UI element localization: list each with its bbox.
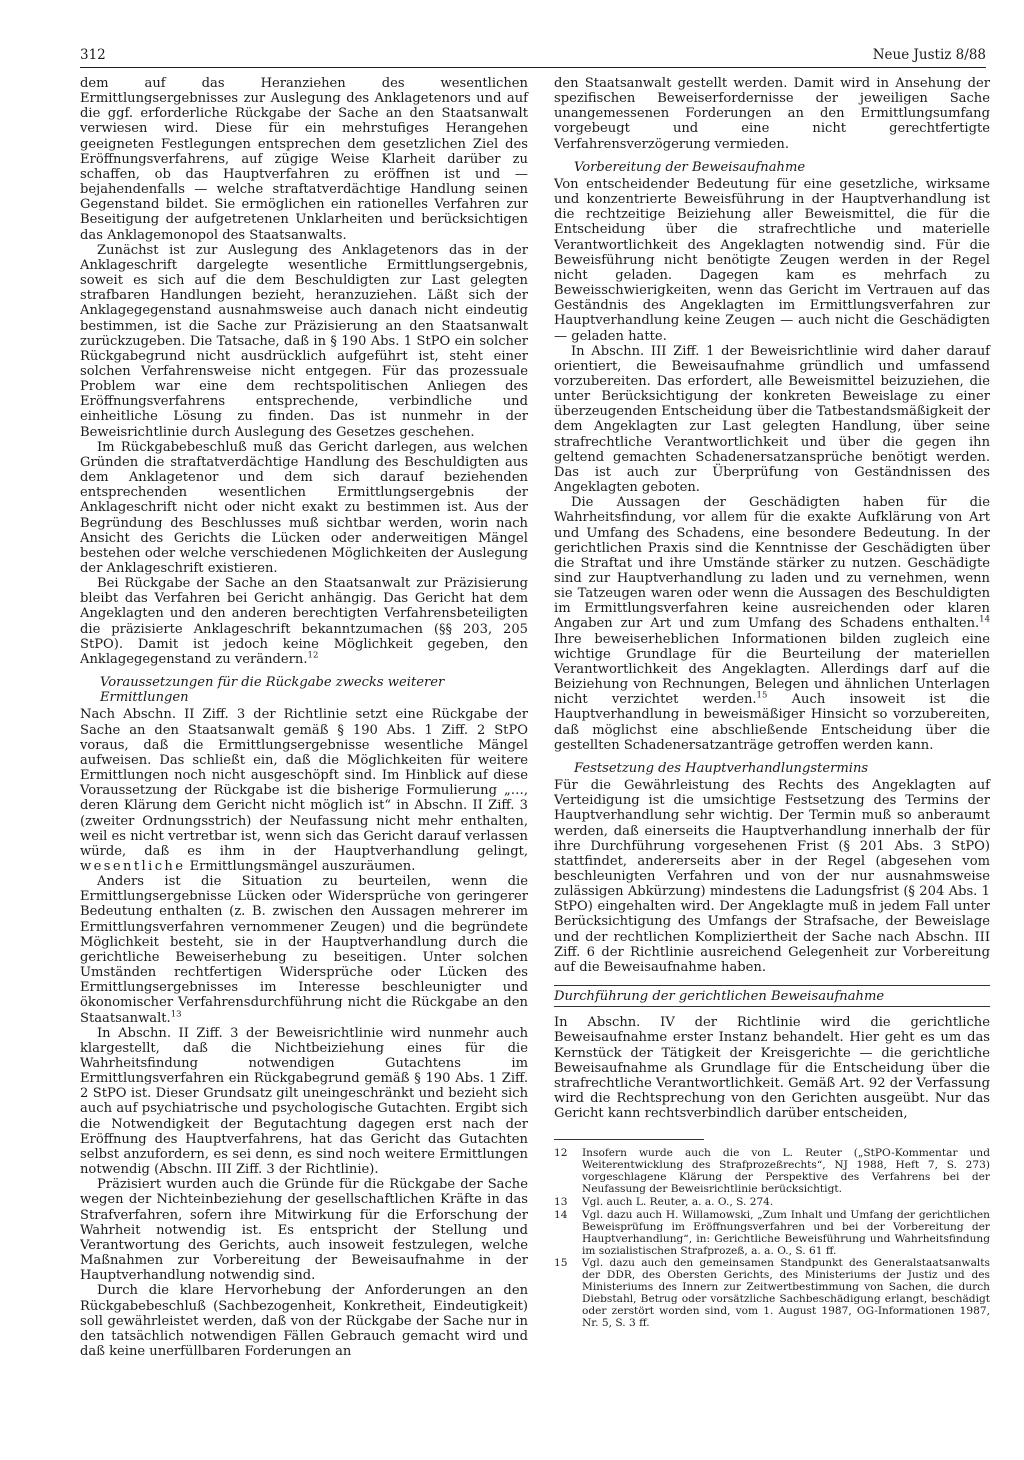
paragraph: Von entscheidender Bedeutung für eine gesetzliche, wirksame und konzentrierte Beweisführung in der Hauptverhandlung ist die rechtzeitige Beiziehung aller Beweismittel, die für die Entscheidung über die strafrechtliche und materielle Verantwortlichkeit des Angeklagten notwendig sind. Für die Beweisführung nicht benötigte Zeugen werden in der Regel nicht geladen. Dagegen kam es mehrfach zu Beweisschwierigkeiten, wenn das Gericht im Vertrauen auf das Geständnis des Angeklagten im Ermittlungsverfahren zur Hauptverhandlung keine Zeugen — auch nicht die Geschädigten — geladen hatte. [554, 176, 990, 344]
footnote [554, 1148, 990, 1196]
paragraph: Für die Gewährleistung des Rechts des Angeklagten auf Verteidigung ist die umsichtige Festsetzung des Termins der Hauptverhandlung sehr wichtig. Der Termin muß so anberaumt werden, daß einerseits die Hauptverhandlung innerhalb der für ihre Durchführung vorgesehenen Frist (§ 201 Abs. 3 StPO) stattfindet, andererseits aber in der Regel (abgesehen vom beschleunigten Verfahren und von der nur ausnahmsweise zulässigen Abkürzung) mindestens die Ladungsfrist (§ 204 Abs. 1 StPO) eingehalten wird. Der Angeklagte muß in jedem Fall unter Berücksichtigung des Umfangs der Strafsache, der Beweislage und der rechtlichen Kompliziertheit der Sache nach Abschn. III Ziff. 6 der Richtlinie ausreichend Gelegenheit zur Vorbereitung auf die Beweisaufnahme haben. [554, 778, 990, 975]
paragraph [80, 707, 528, 874]
footnote-number: 12 [554, 1147, 568, 1160]
paragraph: Durch die klare Hervorhebung der Anforderungen an den Rückgabebeschluß (Sachbezogenheit, Konkretheit, Eindeutigkeit) soll gewährleistet werden, daß von der Rückgabe der Sache nur in den tatsächlich notwendigen Fällen Gebrauch gemacht wird und daß keine unerfüllbaren Forderungen an [80, 1283, 528, 1359]
journal-issue: Neue Justiz 8/88 [872, 47, 986, 63]
footnote-ref: 15 [756, 690, 768, 701]
footnote-ref: 12 [307, 650, 319, 661]
paragraph: dem auf das Heranziehen des wesentlichen Ermittlungsergebnisses zur Auslegung des Anklagetenors und auf die ggf. erforderliche Rückgabe der Sache an den Staatsanwalt verwiesen wird. Diese für ein mehrstufiges Herangehen geeigneten Festlegungen entsprechen dem gesetzlichen Ziel des Eröffnungsverfahrens, auf zügige Weise Klarheit darüber zu schaffen, ob das Hauptverfahren zu eröffnen ist und — bejahendenfalls — welche straftatverdächtige Handlung seinen Gegenstand bildet. Sie ermöglichen ein rationelles Verfahren zur Beseitigung der aufgetretenen Unklarheiten und berücksichtigen das Anklagemonopol des Staatsanwalts. [80, 76, 528, 243]
paragraph-text: Ermittlungsmängel auszuräumen. [189, 858, 416, 874]
paragraph: In Abschn. IV der Richtlinie wird die gerichtliche Beweisaufnahme erster Instanz behandelt. Hier geht es um das Kernstück der Tätigkeit der Kreisgerichte — die gerichtliche Beweisaufnahme als Grundlage für die Entscheidung über die strafrechtliche Verantwortlichkeit. Gemäß Art. 92 der Verfassung wird die Rechtsprechung von den Gerichten ausgeübt. Nur das Gericht kann rechtsverbindlich darüber entscheiden, [554, 1015, 990, 1122]
footnote-text: Vgl. dazu auch H. Willamowski, „Zum Inhalt und Umfang der gerichtlichen Beweisprüfung im Eröffnungsverfahren und bei der Vorbereitung der Hauptverhandlung“, in: Gerichtliche Beweisführung und Wahrheitsfindung im sozialistischen Strafprozeß, a. a. O., S. 61 ff. [582, 1208, 990, 1257]
right-column [554, 76, 990, 1331]
footnotes [554, 1148, 990, 1330]
footnote-number: 13 [554, 1195, 568, 1208]
paragraph [80, 874, 528, 1026]
paragraph [80, 576, 528, 667]
section-heading: Voraussetzungen für die Rückgabe zwecks weiterer Ermittlungen [100, 675, 445, 706]
paragraph: In Abschn. II Ziff. 3 der Beweisrichtlinie wird nunmehr auch klargestellt, daß die Nichtbeiziehung eines für die Wahrheitsfindung notwendigen Gutachtens im Ermittlungsverfahren ein Rückgabegrund gemäß § 190 Abs. 1 Ziff. 2 StPO ist. Dieser Grundsatz gilt uneingeschränkt und bezieht sich auch auf psychiatrische und psychologische Gutachten. Ergibt sich die Notwendigkeit der Begutachtung dagegen erst nach der Eröffnung des Hauptverfahrens, hat das Gericht das Gutachten selbst anzufordern, es sei denn, es sind noch weitere Ermittlungen notwendig (Abschn. III Ziff. 3 der Richtlinie). [80, 1025, 528, 1178]
footnote-number: 14 [554, 1208, 568, 1221]
footnote-text: Vgl. dazu auch den gemeinsamen Standpunkt des Generalstaatsanwalts der DDR, des Obersten Gerichts, des Ministeriums der Justiz und des Ministeriums des Innern zur Zeitwertbestimmung von Sachen, die durch Diebstahl, Betrug oder vorsätzliche Sachbeschädigung erlangt, beschädigt oder zerstört worden sind, vom 1. August 1987, OG-Informationen 1987, Nr. 5, S. 3 ff. [582, 1257, 990, 1329]
paragraph [554, 495, 990, 753]
footnote-text: Vgl. auch L. Reuter, a. a. O., S. 274. [582, 1195, 774, 1208]
paragraph-text: Die Aussagen der Geschädigten haben für die Wahrheitsfindung, vor allem für die exakte Aufklärung von Art und Umfang des Schadens, eine besondere Bedeutung. In der gerichtlichen Praxis sind die Kenntnisse der Geschädigten über die Straftat und ihre Umstände stärker zu nutzen. Geschädigte sind zur Hauptverhandlung zu laden und zu vernehmen, wenn sie Tatzeugen waren oder wenn die Aussagen des Beschuldigten im Ermittlungsverfahren keine ausreichenden oder klaren Angaben zur Art und zum Umfang des Schadens enthalten. [554, 495, 990, 632]
footnote-rule [554, 1139, 704, 1140]
paragraph: den Staatsanwalt gestellt werden. Damit wird in Ansehung der spezifischen Beweiserfordernisse der jeweiligen Sache unangemessenen Forderungen an den Ermittlungsumfang vorgebeugt und eine nicht gerechtfertigte Verfahrensverzögerung vermieden. [554, 76, 990, 152]
header-rule [80, 67, 986, 68]
footnote-ref: 14 [979, 615, 990, 626]
paragraph-text: Bei Rückgabe der Sache an den Staatsanwalt zur Präzisierung bleibt das Verfahren bei Gericht anhängig. Das Gericht hat dem Angeklagten und den anderen berechtigten Verfahrensbeteiligten die präzisierte Anklageschrift bekanntzumachen (§§ 203, 205 StPO). Damit ist jedoch keine Möglichkeit gegeben, den Anklagegegenstand zu verändern. [80, 576, 528, 667]
paragraph-text: Nach Abschn. II Ziff. 3 der Richtlinie setzt eine Rückgabe der Sache an den Staatsanwalt gemäß § 190 Abs. 1 Ziff. 2 StPO voraus, daß die Ermittlungsergebnisse wesentliche Mängel aufweisen. Das schließt ein, daß die Möglichkeiten für weitere Ermittlungen noch nicht ausgeschöpft sind. Im Hinblick auf diese Voraussetzung der Rückgabe ist die bisherige Formulierung „…, deren Klärung dem Gericht nicht möglich ist“ in Abschn. II Ziff. 3 (zweiter Ordnungsstrich) der Neufassung nicht mehr enthalten, weil es nicht vertretbar ist, wenn sich das Gericht darauf verlassen würde, daß es ihm in der Hauptverhandlung gelingt, [80, 707, 528, 859]
section-heading: Festsetzung des Hauptverhandlungstermins [574, 760, 869, 776]
footnote [554, 1197, 990, 1209]
footnote [554, 1210, 990, 1258]
section-rule [554, 985, 990, 986]
paragraph: Zunächst ist zur Auslegung des Anklagetenors das in der Anklageschrift dargelegte wesentliche Ermittlungsergebnis, soweit es sich auf die dem Beschuldigten zur Last gelegten strafbaren Handlungen bezieht, heranzuziehen. Läßt sich der Anklagegegenstand ausnahmsweise auch danach nicht eindeutig bestimmen, ist die Sache zur Präzisierung an den Staatsanwalt zurückzugeben. Die Tatsache, daß in § 190 Abs. 1 StPO ein solcher Rückgabegrund nicht ausdrücklich aufgeführt ist, steht einer solchen Verfahrensweise nicht entgegen. Für das prozessuale Problem war eine dem rechtspolitischen Anliegen des Eröffnungsverfahrens entsprechende, verbindliche und einheitliche Lösung zu finden. Das ist nunmehr in der Beweisrichtlinie durch Auslegung des Gesetzes geschehen. [80, 242, 528, 440]
footnote-text: Insofern wurde auch die von L. Reuter („StPO-Kommentar und Weiterentwicklung des Strafprozeßrechts“, NJ 1988, Heft 7, S. 273) vorgeschlagene Klärung der Perspektive des Verfahrens bei der Neufassung der Beweisrichtlinie berücksichtigt. [582, 1147, 990, 1196]
emphasis-spaced: wesentliche [80, 858, 186, 874]
section-heading: Durchführung der gerichtlichen Beweisaufnahme [554, 989, 990, 1007]
page-number: 312 [80, 47, 106, 63]
paragraph: In Abschn. III Ziff. 1 der Beweisrichtlinie wird daher darauf orientiert, die Beweisaufnahme gründlich und umfassend vorzubereiten. Das erfordert, alle Beweismittel beizuziehen, die unter Berücksichtigung der konkreten Beweislage zu einer überzeugenden Entscheidung über die Tatbestandsmäßigkeit der dem Angeklagten zur Last gelegten Handlung, über seine strafrechtliche Verantwortlichkeit und über die gegen ihn geltend gemachten Schadenersatzansprüche benötigt werden. Das ist auch zur Überprüfung von Geständnissen des Angeklagten geboten. [554, 343, 990, 496]
footnote [554, 1258, 990, 1329]
paragraph: Im Rückgabebeschluß muß das Gericht darlegen, aus welchen Gründen die straftatverdächtige Handlung des Beschuldigten aus dem Anklagetenor und dem sich darauf beziehenden entsprechenden wesentlichen Ermittlungsergebnis der Anklageschrift nicht oder nicht exakt zu bestimmen ist. Aus der Begründung des Beschlusses muß sichtbar werden, worin nach Ansicht des Gerichts die Lücken oder anderweitigen Mängel bestehen oder welche verschiedenen Möglichkeiten der Auslegung der Anklageschrift existieren. [80, 439, 528, 576]
footnote-number: 15 [554, 1257, 568, 1270]
left-column [80, 76, 528, 1359]
paragraph-text: Auch insoweit ist die Hauptverhandlung in beweismäßiger Hinsicht so vorzubereiten, daß möglichst eine abschließende Entscheidung über die gestellten Schadenersatzanträge getroffen werden kann. [554, 692, 990, 753]
paragraph: Präzisiert wurden auch die Gründe für die Rückgabe der Sache wegen der Nichteinbeziehung der gesellschaftlichen Kräfte in das Strafverfahren, sofern ihre Mitwirkung für die Erforschung der Wahrheit notwendig ist. Es entspricht der Stellung und Verantwortung des Gerichts, auch insoweit festzulegen, welche Maßnahmen zur Vorbereitung der Beweisaufnahme in der Hauptverhandlung notwendig sind. [80, 1177, 528, 1284]
paragraph-text: Ihre beweiserheblichen Informationen bilden zugleich eine wichtige Grundlage für die Beurteilung der materiellen Verantwortlichkeit des Angeklagten. Allerdings darf auf die Beiziehung von Rechnungen, Belegen und ähnlichen Unterlagen nicht verzichtet werden. [554, 631, 990, 708]
footnote-ref: 13 [170, 1009, 182, 1020]
running-head [80, 47, 986, 67]
section-heading: Vorbereitung der Beweisaufnahme [574, 159, 806, 175]
paragraph-text: Anders ist die Situation zu beurteilen, wenn die Ermittlungsergebnisse Lücken oder Widersprüche von geringerer Bedeutung enthalten (z. B. zwischen den Aussagen mehrerer im Ermittlungsverfahren vernommener Zeugen) und die begründete Möglichkeit besteht, sie in der Hauptverhandlung durch die gerichtliche Beweiserhebung zu beseitigen. Unter solchen Umständen rechtfertigen Widersprüche oder Lücken des Ermittlungsergebnisses im Interesse beschleunigter und ökonomischer Verfahrensdurchführung nicht die Rückgabe an den Staatsanwalt. [80, 874, 528, 1026]
